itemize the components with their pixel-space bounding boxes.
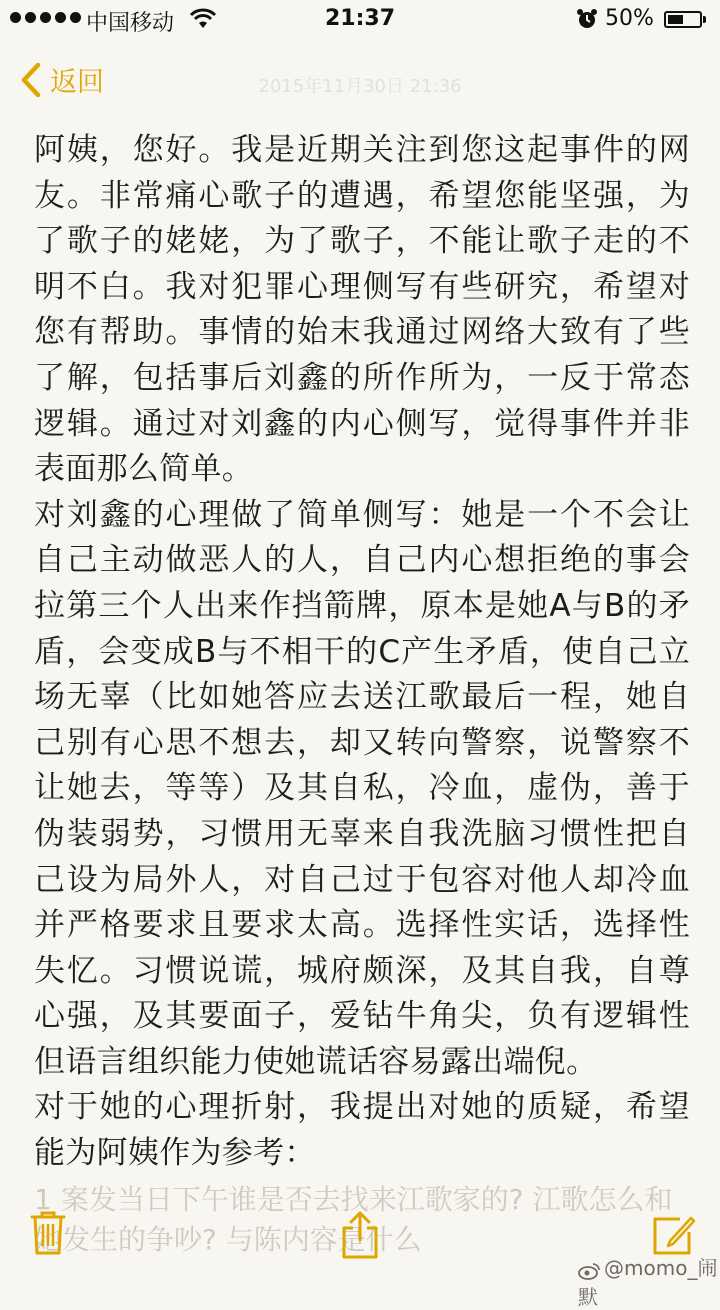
chevron-left-icon <box>20 62 42 98</box>
battery-tip <box>703 16 706 23</box>
note-paragraph-3: 对于她的心理折射，我提出对她的质疑，希望能为阿姨作为参考： <box>34 1089 690 1172</box>
note-body[interactable] <box>34 128 690 1177</box>
clock: 21:37 <box>324 6 396 31</box>
back-button[interactable] <box>20 60 104 99</box>
battery-icon <box>664 11 702 28</box>
weibo-logo-icon <box>578 1261 600 1279</box>
trash-icon[interactable] <box>30 1210 66 1260</box>
note-paragraph-1: 阿姨，您好。我是近期关注到您这起事件的网友。非常痛心歌子的遭遇，希望您能坚强，为了歌子的姥姥，为了歌子，不能让歌子走的不明不白。我对犯罪心理侧写有些研究，希望对您有帮助。事情的始末我通过网络大致有了些了解，包括事后刘鑫的所作所为，一反于常态逻辑。通过对刘鑫的内心侧写，觉得事件并非表面那么简单。 <box>34 132 690 488</box>
back-label: 返回 <box>50 67 104 98</box>
status-bar <box>0 0 720 40</box>
note-timestamp: 2015年11月30日 21:36 <box>258 76 462 97</box>
share-icon[interactable] <box>340 1210 380 1264</box>
note-paragraph-2: 对刘鑫的心理做了简单侧写：她是一个不会让自己主动做恶人的人，自己内心想拒绝的事会拉第三个人出来作挡箭牌，原本是她A与B的矛盾，会变成B与不相干的C产生矛盾，使自己立场无辜（比如她答应去送江歌最后一程，她自己别有心思不想去，却又转向警察，说警察不让她去，等等）及其自私，冷血，虚伪，善于伪装弱势，习惯用无辜来自我洗脑习惯性把自己设为局外人，对自己过于包容对他人却冷血并严格要求且要求太高。选择性实话，选择性失忆。习惯说谎，城府颇深，及其自我，自尊心强，及其要面子，爱钻牛角尖，负有逻辑性但语言组织能力使她谎话容易露出端倪。 <box>34 496 690 1080</box>
carrier-name: 中国移动 <box>86 11 175 36</box>
weibo-watermark <box>578 1252 720 1310</box>
battery-percent: 50% <box>605 6 654 31</box>
note-faded-continuation: 1 案发当日下午谁是否去找来江歌家的? 江歌怎么和她发生的争吵? 与陈内容是什么 <box>34 1183 673 1256</box>
watermark-text: @momo_闹默 <box>578 1256 718 1309</box>
alarm-icon <box>576 8 598 36</box>
